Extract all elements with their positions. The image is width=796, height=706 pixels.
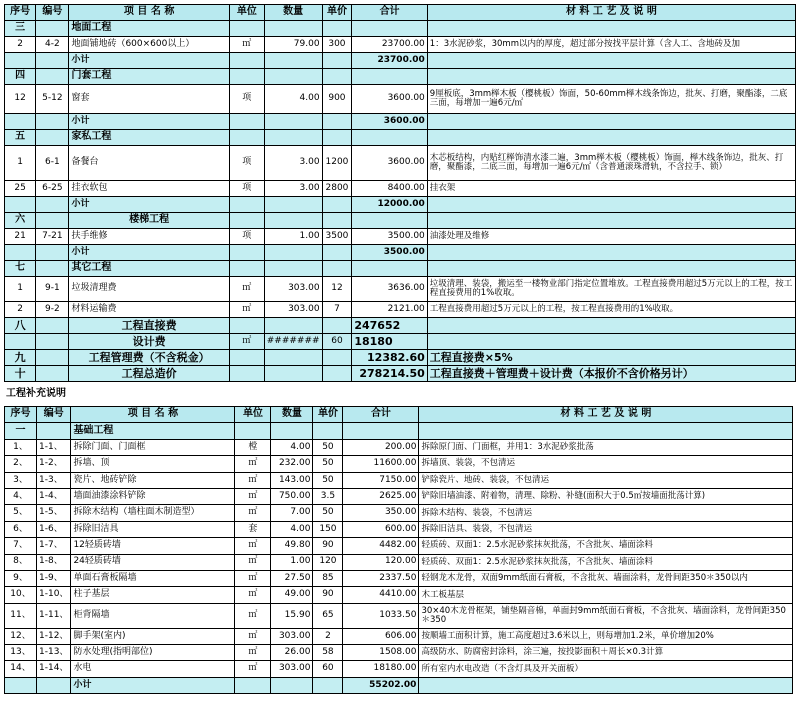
row-total: 3500.00 (352, 229, 427, 245)
section-no: 三 (5, 21, 36, 37)
row-total: 350.00 (343, 505, 419, 521)
section-row (5, 130, 796, 146)
subtotal-value: 3600.00 (352, 114, 427, 130)
design-fee-row (5, 334, 796, 350)
row-desc: 30×40木龙骨框架，铺垫隔音棉，单面封9mm纸面石膏板，不含批灰、墙面涂料，龙骨间距350＊350 (419, 603, 793, 628)
row-no: 1、 (5, 439, 37, 455)
subtotal-row (5, 197, 796, 213)
table-row (5, 554, 793, 570)
row-code: 1-1、 (37, 439, 71, 455)
row-price: 300 (322, 37, 352, 53)
row-desc: 1：3水泥砂浆，30mm以内的厚度，超过部分按找平层计算（含人工、含地砖及加 (427, 37, 795, 53)
row-unit: 套 (235, 521, 271, 537)
row-no: 4、 (5, 488, 37, 504)
row-desc: 轻钢龙木龙骨，双面9mm纸面石膏板，不含批灰、墙面涂料，龙骨间距350＊350以内 (419, 570, 793, 586)
row-code: 1-8、 (37, 554, 71, 570)
design-fee-label: 设计费 (69, 334, 229, 350)
header-unit: 单位 (235, 407, 271, 423)
row-code: 9-2 (36, 302, 69, 318)
row-name: 瓷片、地砖铲除 (71, 472, 235, 488)
row-code: 1-10、 (37, 587, 71, 603)
row-qty: 3.00 (264, 181, 322, 197)
row-code: 1-2、 (37, 456, 71, 472)
grand-total-row (5, 366, 796, 382)
row-code: 1-9、 (37, 570, 71, 586)
row-desc: 拆除木结构、装袋，不包清运 (419, 505, 793, 521)
row-qty: 4.00 (271, 521, 313, 537)
subtotal-label: 小计 (71, 677, 235, 693)
row-price: 85 (313, 570, 343, 586)
row-code: 7-21 (36, 229, 69, 245)
row-desc: 铲除瓷片、地砖、装袋，不包清运 (419, 472, 793, 488)
table-row (5, 472, 793, 488)
row-code: 1-4、 (37, 488, 71, 504)
row-code: 1-3、 (37, 472, 71, 488)
row-name: 挂衣软包 (69, 181, 229, 197)
row-qty: 15.90 (271, 603, 313, 628)
row-name: 窗套 (69, 85, 229, 114)
row-no: 3、 (5, 472, 37, 488)
row-name: 拆墙、顶 (71, 456, 235, 472)
row-unit: 项 (229, 181, 264, 197)
section-row (5, 69, 796, 85)
row-desc: 油漆处理及维修 (427, 229, 795, 245)
header-total: 合计 (352, 5, 427, 21)
row-code: 4-2 (36, 37, 69, 53)
row-name: 垃圾清理费 (69, 277, 229, 302)
row-desc: 木芯板结构，内贴红榉饰清水漆二遍，3mm榉木板（樱桃板）饰面，榉木线条饰边，批灰、打磨，聚酯漆，二底三面，每增加一遍6元/㎡（含普通滚珠滑轨，不含拉手、锁） (427, 146, 795, 181)
section-name: 基础工程 (71, 423, 235, 439)
subtotal-row (5, 245, 796, 261)
row-desc: 所有室内水电改造（不含灯具及开关面板） (419, 661, 793, 677)
row-unit: ㎡ (229, 277, 264, 302)
row-total: 600.00 (343, 521, 419, 537)
table-row (5, 229, 796, 245)
header-desc: 材 料 工 艺 及 说 明 (427, 5, 795, 21)
row-desc: 铲除旧墙油漆、附着物，清理、除粉、补缝(面积大于0.5㎡按墙面批荡计算) (419, 488, 793, 504)
row-qty: 303.00 (264, 302, 322, 318)
subtotal-row (5, 114, 796, 130)
row-total: 4410.00 (343, 587, 419, 603)
row-code: 9-1 (36, 277, 69, 302)
row-code: 6-1 (36, 146, 69, 181)
header-item-name: 项 目 名 称 (69, 5, 229, 21)
row-price: 2800 (322, 181, 352, 197)
section-name: 工程管理费（不含税金） (69, 350, 229, 366)
row-no: 10、 (5, 587, 37, 603)
section-no: 一 (5, 423, 37, 439)
row-desc: 轻质砖、双面1：2.5水泥砂浆抹灰批荡，不含批灰、墙面涂料 (419, 554, 793, 570)
row-unit: ㎡ (235, 603, 271, 628)
row-total: 1033.50 (343, 603, 419, 628)
row-desc: 工程直接费用超过5万元以上的工程，按工程直接费用的1%收取。 (427, 302, 795, 318)
header-row (5, 5, 796, 21)
row-no: 1 (5, 277, 36, 302)
subtotal-value: 55202.00 (343, 677, 419, 693)
design-fee-qty: ####### (264, 334, 322, 350)
row-code: 1-7、 (37, 538, 71, 554)
row-name: 墙面油漆涂料铲除 (71, 488, 235, 504)
row-total: 23700.00 (352, 37, 427, 53)
subtotal-row (5, 53, 796, 69)
row-code: 1-14、 (37, 661, 71, 677)
subtotal-label: 小计 (69, 197, 229, 213)
row-code: 6-25 (36, 181, 69, 197)
row-unit: ㎡ (235, 472, 271, 488)
row-name: 单面石膏板隔墙 (71, 570, 235, 586)
subtotal-value: 12000.00 (352, 197, 427, 213)
row-unit: ㎡ (235, 645, 271, 661)
row-qty: 143.00 (271, 472, 313, 488)
row-price: 60 (313, 661, 343, 677)
section-row (5, 261, 796, 277)
section-name: 其它工程 (69, 261, 229, 277)
row-name: 脚手架(室内) (71, 628, 235, 644)
table-row (5, 505, 793, 521)
table-row (5, 645, 793, 661)
row-price: 90 (313, 538, 343, 554)
table-row (5, 603, 793, 628)
row-no: 12 (5, 85, 36, 114)
row-price: 3500 (322, 229, 352, 245)
row-code: 1-13、 (37, 645, 71, 661)
row-unit: ㎡ (235, 538, 271, 554)
table-row (5, 37, 796, 53)
row-no: 8、 (5, 554, 37, 570)
row-total: 3636.00 (352, 277, 427, 302)
row-price: 12 (322, 277, 352, 302)
row-unit: 项 (229, 85, 264, 114)
row-total: 1508.00 (343, 645, 419, 661)
section-name: 楼梯工程 (69, 213, 229, 229)
row-unit: 樘 (235, 439, 271, 455)
table-row (5, 521, 793, 537)
row-code: 1-6、 (37, 521, 71, 537)
row-no: 13、 (5, 645, 37, 661)
row-no: 12、 (5, 628, 37, 644)
section-row (5, 21, 796, 37)
row-price: 65 (313, 603, 343, 628)
row-qty: 27.50 (271, 570, 313, 586)
row-total: 2625.00 (343, 488, 419, 504)
row-total: 2121.00 (352, 302, 427, 318)
row-code: 1-11、 (37, 603, 71, 628)
row-price: 1200 (322, 146, 352, 181)
row-total: 606.00 (343, 628, 419, 644)
row-total: 8400.00 (352, 181, 427, 197)
row-total: 4482.00 (343, 538, 419, 554)
row-qty: 26.00 (271, 645, 313, 661)
row-no: 2 (5, 37, 36, 53)
table-row (5, 587, 793, 603)
direct-cost-value: 247652 (352, 318, 427, 334)
section-name: 工程总造价 (69, 366, 229, 382)
row-no: 1 (5, 146, 36, 181)
row-no: 6、 (5, 521, 37, 537)
design-fee-price: 60 (322, 334, 352, 350)
row-qty: 1.00 (264, 229, 322, 245)
row-total: 2337.50 (343, 570, 419, 586)
direct-cost-row (5, 318, 796, 334)
row-desc: 按顺墙工面积计算，施工高度超过3.6米以上，则每增加1.2米，单价增加20% (419, 628, 793, 644)
row-qty: 7.00 (271, 505, 313, 521)
table-row (5, 456, 793, 472)
row-total: 200.00 (343, 439, 419, 455)
row-price: 50 (313, 472, 343, 488)
management-fee-row (5, 350, 796, 366)
row-no: 11、 (5, 603, 37, 628)
row-qty: 79.00 (264, 37, 322, 53)
grand-total-desc: 工程直接费＋管理费＋设计费（本报价不含价格另计） (427, 366, 795, 382)
row-price: 50 (313, 456, 343, 472)
row-code: 1-5、 (37, 505, 71, 521)
header-qty: 数量 (264, 5, 322, 21)
row-name: 柜背隔墙 (71, 603, 235, 628)
subtotal-label: 小计 (69, 114, 229, 130)
section-name: 家私工程 (69, 130, 229, 146)
row-no: 9、 (5, 570, 37, 586)
row-price: 150 (313, 521, 343, 537)
row-name: 水电 (71, 661, 235, 677)
header-item-name: 项 目 名 称 (71, 407, 235, 423)
row-no: 7、 (5, 538, 37, 554)
row-price: 120 (313, 554, 343, 570)
header-qty: 数量 (271, 407, 313, 423)
row-unit: ㎡ (235, 456, 271, 472)
row-total: 18180.00 (343, 661, 419, 677)
row-price: 2 (313, 628, 343, 644)
row-unit: ㎡ (235, 661, 271, 677)
section-row (5, 213, 796, 229)
section-name: 地面工程 (69, 21, 229, 37)
row-unit: ㎡ (235, 554, 271, 570)
header-no: 序号 (5, 5, 36, 21)
table-row (5, 488, 793, 504)
row-qty: 3.00 (264, 146, 322, 181)
row-name: 防水处理(指明部位) (71, 645, 235, 661)
row-price: 90 (313, 587, 343, 603)
row-name: 拆除木结构（墙柱面木制造型） (71, 505, 235, 521)
row-desc: 拆除旧洁具、装袋，不包清运 (419, 521, 793, 537)
management-fee-value: 12382.60 (352, 350, 427, 366)
row-unit: ㎡ (235, 505, 271, 521)
row-no: 21 (5, 229, 36, 245)
table-row (5, 181, 796, 197)
row-qty: 303.00 (271, 628, 313, 644)
section-no: 十 (5, 366, 36, 382)
row-price: 900 (322, 85, 352, 114)
row-name: 材料运输费 (69, 302, 229, 318)
row-unit: 项 (229, 146, 264, 181)
subtotal-label: 小计 (69, 245, 229, 261)
row-code: 5-12 (36, 85, 69, 114)
design-fee-unit: ㎡ (229, 334, 264, 350)
header-no: 序号 (5, 407, 37, 423)
row-qty: 49.80 (271, 538, 313, 554)
row-total: 3600.00 (352, 85, 427, 114)
row-desc: 轻质砖、双面1：2.5水泥砂浆抹灰批荡，不含批灰、墙面涂料 (419, 538, 793, 554)
table-row (5, 439, 793, 455)
header-price: 单价 (313, 407, 343, 423)
row-desc: 挂衣架 (427, 181, 795, 197)
table-row (5, 302, 796, 318)
row-price: 3.5 (313, 488, 343, 504)
row-price: 50 (313, 439, 343, 455)
section-no: 四 (5, 69, 36, 85)
header-price: 单价 (322, 5, 352, 21)
table-row (5, 538, 793, 554)
row-no: 2、 (5, 456, 37, 472)
header-code: 编号 (37, 407, 71, 423)
row-desc: 拆墙顶、装袋，不包清运 (419, 456, 793, 472)
row-name: 扶手维修 (69, 229, 229, 245)
section-name: 门套工程 (69, 69, 229, 85)
row-unit: 项 (229, 229, 264, 245)
row-qty: 1.00 (271, 554, 313, 570)
row-total: 120.00 (343, 554, 419, 570)
row-desc: 木工板基层 (419, 587, 793, 603)
row-name: 柱子基层 (71, 587, 235, 603)
subtotal-value: 3500.00 (352, 245, 427, 261)
table-row (5, 661, 793, 677)
quote-table-supplement (4, 406, 793, 694)
section-name: 工程直接费 (69, 318, 229, 334)
row-price: 7 (322, 302, 352, 318)
table-row (5, 570, 793, 586)
design-fee-value: 18180 (352, 334, 427, 350)
section-no: 九 (5, 350, 36, 366)
row-no: 14、 (5, 661, 37, 677)
row-desc: 拆除原门面、门面框，并用1：3水泥砂浆批荡 (419, 439, 793, 455)
row-unit: ㎡ (235, 628, 271, 644)
section-row (5, 423, 793, 439)
management-fee-desc: 工程直接费×5% (427, 350, 795, 366)
header-unit: 单位 (229, 5, 264, 21)
row-qty: 303.00 (264, 277, 322, 302)
row-qty: 750.00 (271, 488, 313, 504)
row-qty: 4.00 (271, 439, 313, 455)
row-name: 备餐台 (69, 146, 229, 181)
row-total: 11600.00 (343, 456, 419, 472)
row-price: 50 (313, 505, 343, 521)
row-price: 58 (313, 645, 343, 661)
section-no: 六 (5, 213, 36, 229)
row-desc: 垃圾清理、装袋，搬运至一楼物业部门指定位置堆放。工程直接费用超过5万元以上的工程，按工程直接费用的1%收取。 (427, 277, 795, 302)
subtotal-value: 23700.00 (352, 53, 427, 69)
table-row (5, 146, 796, 181)
quote-table-main (4, 4, 796, 382)
row-unit: ㎡ (235, 587, 271, 603)
row-name: 拆除旧洁具 (71, 521, 235, 537)
header-code: 编号 (36, 5, 69, 21)
header-row (5, 407, 793, 423)
row-no: 2 (5, 302, 36, 318)
row-qty: 49.00 (271, 587, 313, 603)
section-no: 七 (5, 261, 36, 277)
row-unit: ㎡ (229, 302, 264, 318)
table-row (5, 628, 793, 644)
row-unit: ㎡ (229, 37, 264, 53)
subtotal-row (5, 677, 793, 693)
table-row (5, 85, 796, 114)
row-code: 1-12、 (37, 628, 71, 644)
row-name: 12轻质砖墙 (71, 538, 235, 554)
header-total: 合计 (343, 407, 419, 423)
row-total: 3600.00 (352, 146, 427, 181)
row-qty: 303.00 (271, 661, 313, 677)
supplement-title: 工程补充说明 (6, 388, 66, 399)
row-qty: 4.00 (264, 85, 322, 114)
subtotal-label: 小计 (69, 53, 229, 69)
section-no: 八 (5, 318, 36, 334)
row-desc: 9厘板底，3mm榉木板（樱桃板）饰面，50-60mm榉木线条饰边，批灰、打磨，聚酯漆，二底三面，每增加一遍6元/㎡ (427, 85, 795, 114)
row-name: 地面铺地砖（600×600以上） (69, 37, 229, 53)
grand-total-value: 278214.50 (352, 366, 427, 382)
header-desc: 材 料 工 艺 及 说 明 (419, 407, 793, 423)
row-unit: ㎡ (235, 488, 271, 504)
table-row (5, 277, 796, 302)
row-unit: ㎡ (235, 570, 271, 586)
section-no: 五 (5, 130, 36, 146)
row-qty: 232.00 (271, 456, 313, 472)
row-total: 7150.00 (343, 472, 419, 488)
row-no: 25 (5, 181, 36, 197)
row-desc: 高级防水、防腐密封涂料，涂三遍，按投影面积＋周长×0.3计算 (419, 645, 793, 661)
row-name: 拆除门面、门面框 (71, 439, 235, 455)
row-name: 24轻质砖墙 (71, 554, 235, 570)
row-no: 5、 (5, 505, 37, 521)
